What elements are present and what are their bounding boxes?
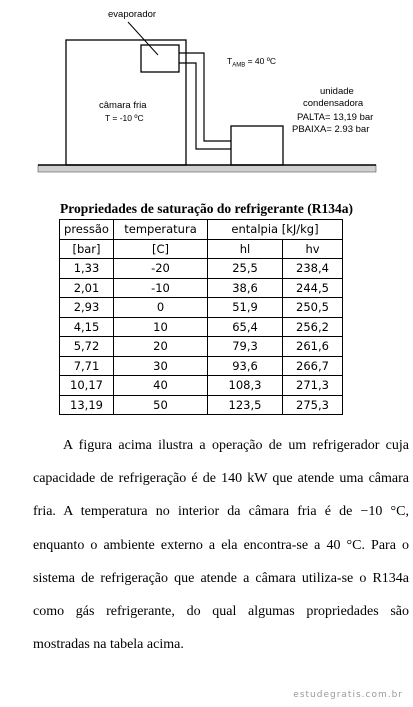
cell-temperature: 0 xyxy=(114,298,208,318)
chamber-temperature: T = -10 ºC xyxy=(105,113,144,123)
cell-hv: 261,6 xyxy=(283,337,343,357)
saturation-properties-table xyxy=(59,219,343,415)
problem-paragraph xyxy=(33,429,409,661)
unit-temperature: [C] xyxy=(114,239,208,259)
cell-pressure: 2,01 xyxy=(60,278,114,298)
cell-hl: 51,9 xyxy=(208,298,283,318)
cell-pressure: 1,33 xyxy=(60,259,114,279)
pipe-top xyxy=(179,53,231,141)
refrigeration-diagram xyxy=(0,0,413,200)
table-row xyxy=(60,298,343,318)
cell-hv: 238,4 xyxy=(283,259,343,279)
cell-temperature: -20 xyxy=(114,259,208,279)
unit-hv: hv xyxy=(283,239,343,259)
cell-temperature: 10 xyxy=(114,317,208,337)
cell-temperature: 40 xyxy=(114,376,208,396)
cell-hl: 123,5 xyxy=(208,395,283,415)
cell-temperature: -10 xyxy=(114,278,208,298)
cell-hl: 65,4 xyxy=(208,317,283,337)
condensing-unit-label-2: condensadora xyxy=(303,98,364,109)
cell-temperature: 50 xyxy=(114,395,208,415)
cell-hl: 108,3 xyxy=(208,376,283,396)
cell-hl: 25,5 xyxy=(208,259,283,279)
table-row xyxy=(60,337,343,357)
cell-hl: 38,6 xyxy=(208,278,283,298)
problem-text: A figura acima ilustra a operação de um refrigerador cuja capacidade de refrigeração é de 140 kW que atende uma câmara fria. A temperatura no interior da câmara fria é de −10 °C, enquanto o ambiente externo a ela encontra-se a 40 °C. Para o sistema de refrigeração que atende a câmara utiliza-se o R134a como gás refrigerante, do qual algumas propriedades são mostradas na tabela acima. xyxy=(33,438,409,653)
low-pressure-label: PBAIXA= 2.93 bar xyxy=(292,124,370,135)
cell-pressure: 2,93 xyxy=(60,298,114,318)
cell-hv: 250,5 xyxy=(283,298,343,318)
condensing-unit-label-1: unidade xyxy=(320,86,354,97)
table-row xyxy=(60,259,343,279)
ambient-temperature-label: $T_{AMB} = 40$ ºC xyxy=(227,56,276,69)
cell-pressure: 4,15 xyxy=(60,317,114,337)
table-row xyxy=(60,278,343,298)
evaporator-label: evaporador xyxy=(108,9,157,20)
cell-hv: 266,7 xyxy=(283,356,343,376)
cell-pressure: 10,17 xyxy=(60,376,114,396)
cell-pressure: 13,19 xyxy=(60,395,114,415)
evaporator-pointer xyxy=(128,22,158,55)
evaporator-box xyxy=(141,45,179,72)
table-header-row xyxy=(60,220,343,240)
header-enthalpy: entalpia [kJ/kg] xyxy=(208,220,343,240)
table-row xyxy=(60,376,343,396)
cell-temperature: 20 xyxy=(114,337,208,357)
table-title: Propriedades de saturação do refrigerante (R134a) xyxy=(59,201,354,216)
cell-hv: 271,3 xyxy=(283,376,343,396)
header-pressure: pressão xyxy=(60,220,114,240)
unit-pressure: [bar] xyxy=(60,239,114,259)
chamber-label: câmara fria xyxy=(99,100,147,111)
table-row xyxy=(60,395,343,415)
table-row xyxy=(60,317,343,337)
site-watermark: estudegratis.com.br xyxy=(293,690,403,700)
cell-hv: 275,3 xyxy=(283,395,343,415)
cell-hv: 256,2 xyxy=(283,317,343,337)
floor-hatch xyxy=(38,165,376,172)
header-temperature: temperatura xyxy=(114,220,208,240)
cell-hl: 79,3 xyxy=(208,337,283,357)
condensing-unit-box xyxy=(231,126,283,165)
table-unit-row xyxy=(60,239,343,259)
cell-pressure: 5,72 xyxy=(60,337,114,357)
cell-hv: 244,5 xyxy=(283,278,343,298)
unit-hl: hl xyxy=(208,239,283,259)
pipe-bottom xyxy=(179,63,231,149)
high-pressure-label: PALTA= 13,19 bar xyxy=(297,112,374,123)
cell-hl: 93,6 xyxy=(208,356,283,376)
cell-temperature: 30 xyxy=(114,356,208,376)
table-row xyxy=(60,356,343,376)
cell-pressure: 7,71 xyxy=(60,356,114,376)
